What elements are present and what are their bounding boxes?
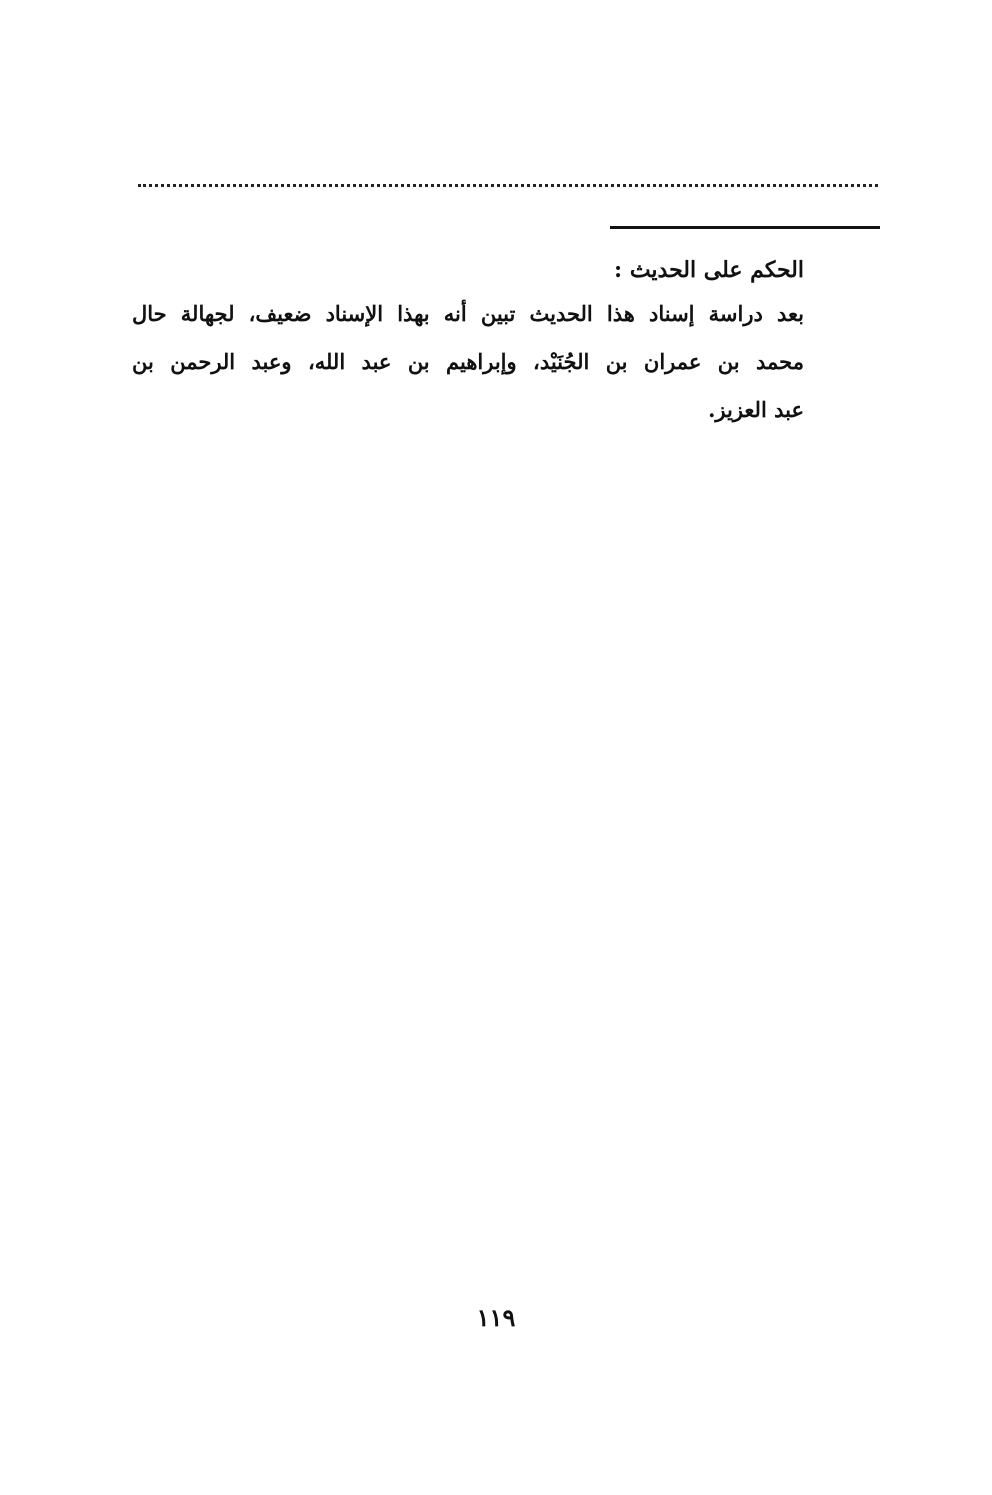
page-number: ١١٩	[476, 1303, 516, 1332]
section-rule	[610, 226, 880, 229]
dotted-separator	[138, 184, 878, 187]
text-block	[132, 250, 804, 434]
body-line-2: محمد بن عمران بن الجُنَيْد، وإبراهيم بن عبد الله، وعبد الرحمن بن	[132, 349, 804, 374]
body-line-1: بعد دراسة إسناد هذا الحديث تبين أنه بهذا الإسناد ضعيف، لجهالة حال	[132, 301, 804, 326]
section-heading: الحكم على الحديث :	[614, 257, 804, 283]
body-paragraph	[132, 290, 804, 434]
body-line-3: عبد العزيز.	[708, 397, 804, 422]
